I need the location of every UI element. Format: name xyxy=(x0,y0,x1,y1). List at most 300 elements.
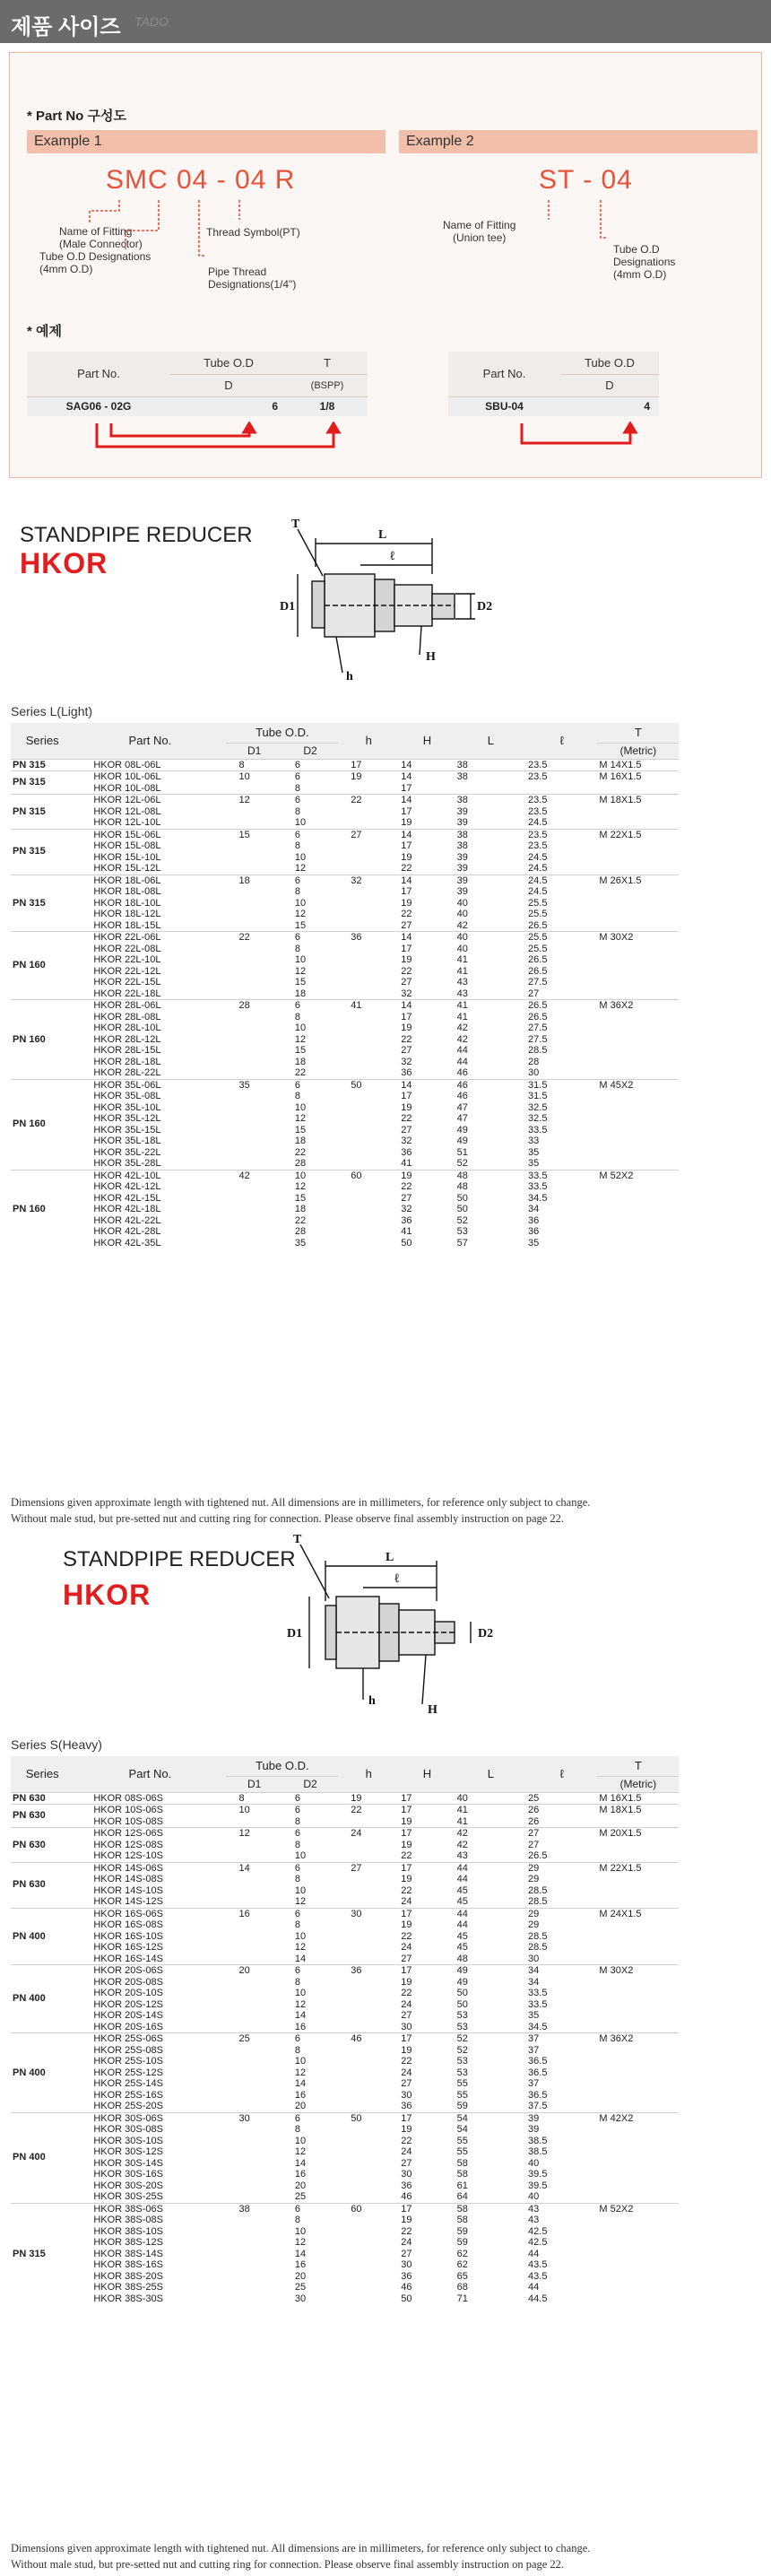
cell-H: 36 xyxy=(401,1067,412,1078)
table-row xyxy=(11,2169,760,2180)
cell-h xyxy=(338,1931,399,1943)
cell-L: 44 xyxy=(456,1056,468,1067)
cell-l: 37 xyxy=(528,2078,540,2089)
cell-h xyxy=(338,1977,399,1989)
cell-d1: 18 xyxy=(226,875,282,886)
page-header xyxy=(0,0,771,43)
cell-T xyxy=(597,1034,679,1046)
cell-part-no: HKOR 35L-18L xyxy=(93,1136,161,1146)
cell-d1 xyxy=(226,2078,282,2090)
dim-H: H xyxy=(426,650,436,664)
cell-d1: 8 xyxy=(226,759,282,771)
cell-d2: 16 xyxy=(294,2169,307,2180)
table-row xyxy=(11,1079,760,1091)
table-row xyxy=(11,817,760,829)
cell-L: 42 xyxy=(456,1839,468,1850)
cell-part-no: HKOR 22L-15L xyxy=(93,977,161,988)
cell-part-no: HKOR 38S-06S xyxy=(74,2203,226,2215)
cell-h xyxy=(338,2249,399,2260)
cell-l: 28.5 xyxy=(528,1930,548,1942)
cell-d1 xyxy=(226,2045,282,2057)
cell-part-no: HKOR 20S-12S xyxy=(93,1998,163,2010)
cell-part-no: HKOR 42L-22L xyxy=(93,1214,161,1226)
header-d1: D1 xyxy=(226,743,282,759)
cell-l: 33.5 xyxy=(526,1170,597,1181)
cell-d2: 12 xyxy=(294,965,307,977)
cell-H: 27 xyxy=(401,977,412,988)
header-part: Part No. xyxy=(74,1756,226,1792)
cell-l: 34.5 xyxy=(528,2021,548,2032)
cell-L: 41 xyxy=(456,1815,468,1827)
cell-T xyxy=(597,1215,679,1227)
dim2-l: ℓ xyxy=(394,1572,400,1586)
cell-T: M 36X2 xyxy=(597,1000,679,1012)
cell-T xyxy=(597,806,679,818)
cell-part-no: HKOR 18L-15L xyxy=(93,919,161,931)
cell-d1 xyxy=(226,1102,282,1114)
cell-d1 xyxy=(226,944,282,955)
table-row xyxy=(11,2191,760,2203)
cell-part-no: HKOR 35L-15L xyxy=(93,1124,161,1136)
cell-d1 xyxy=(226,2237,282,2249)
cell-l: 23.5 xyxy=(528,805,548,817)
cell-h xyxy=(338,2090,399,2102)
cell-d1 xyxy=(226,840,282,852)
cell-d1 xyxy=(226,1181,282,1193)
cell-part-no: HKOR 38S-20S xyxy=(93,2270,163,2282)
cell-H: 17 xyxy=(399,1828,455,1840)
cell-d1 xyxy=(226,954,282,966)
cell-h xyxy=(338,944,399,955)
cell-h xyxy=(338,2124,399,2136)
cell-d1: 10 xyxy=(226,771,282,783)
cell-l: 26.5 xyxy=(528,1850,548,1861)
cell-T xyxy=(597,1147,679,1159)
cell-d2: 10 xyxy=(294,1930,307,1942)
cell-h xyxy=(338,2259,399,2271)
cell-H: 27 xyxy=(401,1953,412,1964)
cell-l: 33 xyxy=(528,1136,540,1146)
cell-l: 38.5 xyxy=(528,2146,548,2157)
cell-T xyxy=(597,852,679,864)
cell-H: 19 xyxy=(401,1815,412,1827)
cell-h xyxy=(338,966,399,978)
header-series: Series xyxy=(11,723,74,759)
cell-d1: 30 xyxy=(226,2112,282,2124)
cell-d2: 6 xyxy=(282,1862,338,1874)
cell-d1 xyxy=(226,1874,282,1885)
cell-H: 17 xyxy=(401,782,412,794)
cell-H: 36 xyxy=(401,1146,412,1158)
cell-d1 xyxy=(226,2215,282,2226)
cell-d2: 8 xyxy=(294,2044,300,2056)
cell-l: 35 xyxy=(528,1158,540,1169)
cell-d2: 12 xyxy=(294,1998,307,2010)
cell-L: 61 xyxy=(456,2180,468,2191)
dim2-h: h xyxy=(368,1694,376,1708)
cell-d1 xyxy=(226,1931,282,1943)
cell-L: 52 xyxy=(456,1158,468,1169)
dim2-D2: D2 xyxy=(478,1627,494,1640)
cell-d2: 8 xyxy=(294,943,300,954)
cell-d2: 8 xyxy=(294,886,300,897)
table-row xyxy=(11,2293,760,2305)
cell-L: 51 xyxy=(456,1146,468,1158)
pressure-cell: PN 315 xyxy=(11,829,74,875)
cell-T xyxy=(597,2259,679,2271)
dim-D2: D2 xyxy=(477,600,493,614)
cell-d2: 30 xyxy=(294,2293,307,2304)
example2-code: ST - 04 xyxy=(539,165,633,195)
cell-h xyxy=(338,783,399,795)
cell-d1 xyxy=(226,977,282,988)
section2-drawing xyxy=(282,1525,515,1731)
cell-part-no: HKOR 20S-16S xyxy=(93,2021,163,2032)
cell-d1 xyxy=(226,1977,282,1989)
cell-d2: 8 xyxy=(294,1815,300,1827)
cell-H: 22 xyxy=(401,1988,412,1998)
cell-L: 47 xyxy=(456,1113,468,1124)
cell-L: 40 xyxy=(456,909,468,919)
cell-T xyxy=(597,988,679,1000)
cell-d2: 10 xyxy=(294,2225,307,2237)
cell-L: 38 xyxy=(455,829,526,840)
cell-l: 29 xyxy=(526,1862,597,1874)
cell-T xyxy=(597,2282,679,2293)
cell-T xyxy=(597,898,679,909)
cell-l: 24.5 xyxy=(528,851,548,863)
header-part: Part No. xyxy=(74,723,226,759)
cell-T xyxy=(597,2010,679,2022)
cell-h xyxy=(338,1816,399,1828)
section2-note: Dimensions given approximate length with tightened nut. All dimensions are in millimeters, for reference only subject to change. Without male stud, but pre-setted nut and cutting ring for connection. Please observe final assembly instruction on page 22. xyxy=(11,2542,591,2571)
cell-H: 19 xyxy=(401,1874,412,1884)
cell-L: 41 xyxy=(456,965,468,977)
table-row xyxy=(11,840,760,852)
cell-d1 xyxy=(226,817,282,829)
cell-T xyxy=(597,1816,679,1828)
cell-part-no: HKOR 20S-10S xyxy=(93,1988,163,1998)
pressure-cell: PN 315 xyxy=(11,771,74,795)
cell-part-no: HKOR 42L-28L xyxy=(93,1226,161,1237)
table-row xyxy=(11,1931,760,1943)
cell-L: 39 xyxy=(456,886,468,897)
cell-h xyxy=(338,2271,399,2283)
example2-bar xyxy=(399,130,758,153)
watermark-logo: TADO xyxy=(134,14,169,29)
cell-part-no: HKOR 38S-14S xyxy=(93,2248,163,2259)
cell-h xyxy=(338,2158,399,2170)
cell-H: 27 xyxy=(401,1192,412,1204)
cell-part-no: HKOR 30S-12S xyxy=(93,2146,163,2157)
cell-d2: 8 xyxy=(294,1874,300,1884)
cell-H: 17 xyxy=(399,1908,455,1919)
cell-d2: 8 xyxy=(294,1919,300,1930)
cell-l: 24.5 xyxy=(526,875,597,886)
cell-T xyxy=(597,1238,679,1249)
cell-H: 17 xyxy=(399,2112,455,2124)
cell-h: 27 xyxy=(338,1862,399,1874)
cell-H: 22 xyxy=(401,1930,412,1942)
cell-l: 31.5 xyxy=(526,1079,597,1091)
dim-T: T xyxy=(291,518,300,531)
cell-L: 53 xyxy=(456,2021,468,2032)
cell-L: 53 xyxy=(456,1226,468,1237)
cell-h xyxy=(338,2282,399,2293)
cell-part-no: HKOR 30S-10S xyxy=(93,2135,163,2146)
table-row xyxy=(11,2112,760,2124)
header-Tsub: (Metric) xyxy=(597,743,679,759)
cell-L: 59 xyxy=(456,2237,468,2248)
cell-T xyxy=(597,2067,679,2079)
table-row xyxy=(11,1977,760,1989)
cell-d2: 12 xyxy=(294,2067,307,2078)
table-row xyxy=(11,1828,760,1840)
cell-T xyxy=(597,2158,679,2170)
header-T: T xyxy=(597,723,679,743)
cell-d1: 14 xyxy=(226,1862,282,1874)
cell-h xyxy=(338,1204,399,1215)
cell-L: 52 xyxy=(456,2044,468,2056)
cell-h xyxy=(338,2215,399,2226)
cell-l: 44.5 xyxy=(528,2293,548,2304)
pressure-cell: PN 400 xyxy=(11,2112,74,2203)
cell-L: 43 xyxy=(456,988,468,999)
cell-d1 xyxy=(226,1204,282,1215)
table-row xyxy=(11,2033,760,2045)
cell-l: 27 xyxy=(528,988,540,999)
cell-d1 xyxy=(226,1999,282,2011)
cell-l: 28.5 xyxy=(528,1942,548,1953)
cell-h xyxy=(338,909,399,920)
cell-l: 33.5 xyxy=(528,1181,548,1192)
cell-d1 xyxy=(226,2180,282,2192)
table-row xyxy=(11,1034,760,1046)
cell-d2: 15 xyxy=(294,1124,307,1136)
header-series: Series xyxy=(11,1756,74,1792)
cell-d1 xyxy=(226,2067,282,2079)
example1-note-1: Name of Fitting (Male Connector) xyxy=(59,225,143,250)
cell-l: 25.5 xyxy=(526,932,597,944)
cell-d1 xyxy=(226,1023,282,1034)
cell-L: 38 xyxy=(456,840,468,851)
cell-h xyxy=(338,977,399,988)
cell-part-no: HKOR 16S-10S xyxy=(93,1930,163,1942)
pressure-cell: PN 315 xyxy=(11,875,74,932)
cell-L: 38 xyxy=(455,795,526,806)
cell-part-no: HKOR 28L-10L xyxy=(93,1023,161,1033)
cell-part-no: HKOR 28L-18L xyxy=(93,1056,161,1067)
cell-d2: 14 xyxy=(294,2078,307,2089)
cell-L: 48 xyxy=(455,1170,526,1181)
cell-h xyxy=(338,1193,399,1205)
cell-d1 xyxy=(226,1136,282,1147)
cell-d2: 14 xyxy=(294,1953,307,1964)
cell-T xyxy=(597,2078,679,2090)
cell-T xyxy=(597,1125,679,1136)
cell-d2: 6 xyxy=(282,795,338,806)
cell-H: 17 xyxy=(401,805,412,817)
cell-l: 27 xyxy=(528,1839,540,1850)
cell-d1: 12 xyxy=(226,1828,282,1840)
table-row xyxy=(11,2226,760,2238)
cell-part-no: HKOR 38S-30S xyxy=(93,2293,163,2304)
dim-l: ℓ xyxy=(390,550,395,563)
cell-part-no: HKOR 35L-22L xyxy=(93,1146,161,1158)
cell-T xyxy=(597,1181,679,1193)
cell-l: 33.5 xyxy=(528,1124,548,1136)
cell-part-no: HKOR 25S-12S xyxy=(93,2067,163,2078)
cell-d1 xyxy=(226,2101,282,2112)
cell-H: 17 xyxy=(399,2033,455,2045)
cell-part-no: HKOR 18L-10L xyxy=(93,897,161,909)
cell-H: 24 xyxy=(401,1998,412,2010)
cell-d2: 8 xyxy=(294,1091,300,1101)
table-row xyxy=(11,1226,760,1238)
cell-h xyxy=(338,817,399,829)
header-d2: D2 xyxy=(282,1776,338,1792)
cell-d1 xyxy=(226,2169,282,2180)
header-L: L xyxy=(455,1756,526,1792)
cell-l: 44 xyxy=(528,2248,540,2259)
header-l: ℓ xyxy=(526,723,597,759)
cell-L: 39 xyxy=(455,875,526,886)
pressure-cell: PN 315 xyxy=(11,795,74,830)
cell-d2: 6 xyxy=(282,2203,338,2215)
cell-h: 46 xyxy=(338,2033,399,2045)
cell-l: 26.5 xyxy=(528,1011,548,1023)
cell-d2: 10 xyxy=(294,1023,307,1033)
cell-d1: 16 xyxy=(226,1908,282,1919)
pressure-cell: PN 160 xyxy=(11,1079,74,1170)
cell-l: 40 xyxy=(528,2157,540,2169)
cell-part-no: HKOR 18L-08L xyxy=(93,886,161,897)
cell-h: 19 xyxy=(338,771,399,783)
ex1-header-tube: Tube O.D xyxy=(170,352,287,374)
cell-part-no: HKOR 12L-06L xyxy=(74,795,226,806)
ex1-t: 1/8 xyxy=(287,396,368,416)
cell-d2: 10 xyxy=(282,1170,338,1181)
example2-label: Example 2 xyxy=(406,134,474,149)
cell-T xyxy=(597,2215,679,2226)
cell-h xyxy=(338,1057,399,1068)
pressure-cell: PN 400 xyxy=(11,1908,74,1965)
cell-H: 36 xyxy=(401,2180,412,2191)
cell-l: 29 xyxy=(528,1874,540,1884)
cell-d2: 12 xyxy=(294,1896,307,1907)
cell-part-no: HKOR 18L-12L xyxy=(93,909,161,919)
cell-d1 xyxy=(226,1885,282,1897)
cell-d2: 6 xyxy=(282,759,338,771)
cell-l: 25.5 xyxy=(528,897,548,909)
cell-L: 41 xyxy=(455,1000,526,1012)
cell-H: 19 xyxy=(401,1101,412,1113)
cell-part-no: HKOR 18L-06L xyxy=(74,875,226,886)
table-row xyxy=(11,2124,760,2136)
header-d2: D2 xyxy=(282,743,338,759)
cell-d1: 42 xyxy=(226,1170,282,1181)
header-h: h xyxy=(338,1756,399,1792)
cell-part-no: HKOR 28L-22L xyxy=(93,1067,161,1078)
cell-T xyxy=(597,1942,679,1954)
cell-L: 53 xyxy=(456,2056,468,2067)
cell-H: 19 xyxy=(401,954,412,965)
cell-d2: 10 xyxy=(294,1850,307,1861)
cell-L: 55 xyxy=(456,2078,468,2089)
cell-H: 27 xyxy=(401,2248,412,2259)
example2-note-2: Tube O.D Designations (4mm O.D) xyxy=(613,243,676,281)
cell-d2: 8 xyxy=(294,805,300,817)
cell-d1: 10 xyxy=(226,1805,282,1816)
cell-H: 19 xyxy=(401,2044,412,2056)
cell-part-no: HKOR 22L-08L xyxy=(93,943,161,954)
cell-T xyxy=(597,1023,679,1034)
cell-L: 43 xyxy=(456,1850,468,1861)
cell-L xyxy=(455,783,526,795)
pressure-cell: PN 630 xyxy=(11,1805,74,1828)
table-row xyxy=(11,1067,760,1079)
cell-part-no: HKOR 28L-08L xyxy=(93,1011,161,1023)
cell-l: 30 xyxy=(528,1067,540,1078)
cell-L: 55 xyxy=(456,2146,468,2157)
cell-T: M 16X1.5 xyxy=(597,1792,679,1805)
cell-h xyxy=(338,2226,399,2238)
cell-L: 39 xyxy=(456,851,468,863)
cell-T xyxy=(597,1045,679,1057)
cell-h: 27 xyxy=(338,829,399,840)
cell-l: 26.5 xyxy=(528,965,548,977)
cell-part-no: HKOR 12S-10S xyxy=(93,1850,163,1861)
cell-T xyxy=(597,2056,679,2067)
cell-L: 38 xyxy=(455,759,526,771)
cell-L: 49 xyxy=(456,1976,468,1988)
cell-h xyxy=(338,1147,399,1159)
cell-l: 36.5 xyxy=(528,2067,548,2078)
cell-l: 39.5 xyxy=(528,2180,548,2191)
cell-part-no: HKOR 08S-06S xyxy=(74,1792,226,1805)
cell-T xyxy=(597,2146,679,2158)
table-row xyxy=(11,2045,760,2057)
cell-T xyxy=(597,1977,679,1989)
cell-T: M 16X1.5 xyxy=(597,771,679,783)
cell-h xyxy=(338,954,399,966)
table-row xyxy=(11,898,760,909)
dim-h: h xyxy=(346,670,353,683)
cell-d2: 10 xyxy=(294,1101,307,1113)
pressure-cell: PN 160 xyxy=(11,1170,74,1249)
cell-H: 30 xyxy=(401,2021,412,2032)
cell-l: 39.5 xyxy=(528,2169,548,2180)
example1-bar xyxy=(27,130,386,153)
table-row xyxy=(11,1805,760,1816)
cell-d1 xyxy=(226,909,282,920)
cell-d2: 8 xyxy=(294,1839,300,1850)
table-row xyxy=(11,2078,760,2090)
table-row xyxy=(11,966,760,978)
ex2-d: 4 xyxy=(560,396,659,416)
cell-L: 48 xyxy=(456,1953,468,1964)
cell-d1: 25 xyxy=(226,2033,282,2045)
cell-l xyxy=(526,783,597,795)
cell-l: 33.5 xyxy=(528,1988,548,1998)
cell-part-no: HKOR 38S-10S xyxy=(93,2225,163,2237)
cell-d1: 20 xyxy=(226,1965,282,1977)
cell-d2: 12 xyxy=(294,2237,307,2248)
cell-T xyxy=(597,817,679,829)
table-row xyxy=(11,932,760,944)
cell-l: 39 xyxy=(528,2124,540,2135)
cell-part-no: HKOR 14S-12S xyxy=(93,1896,163,1907)
